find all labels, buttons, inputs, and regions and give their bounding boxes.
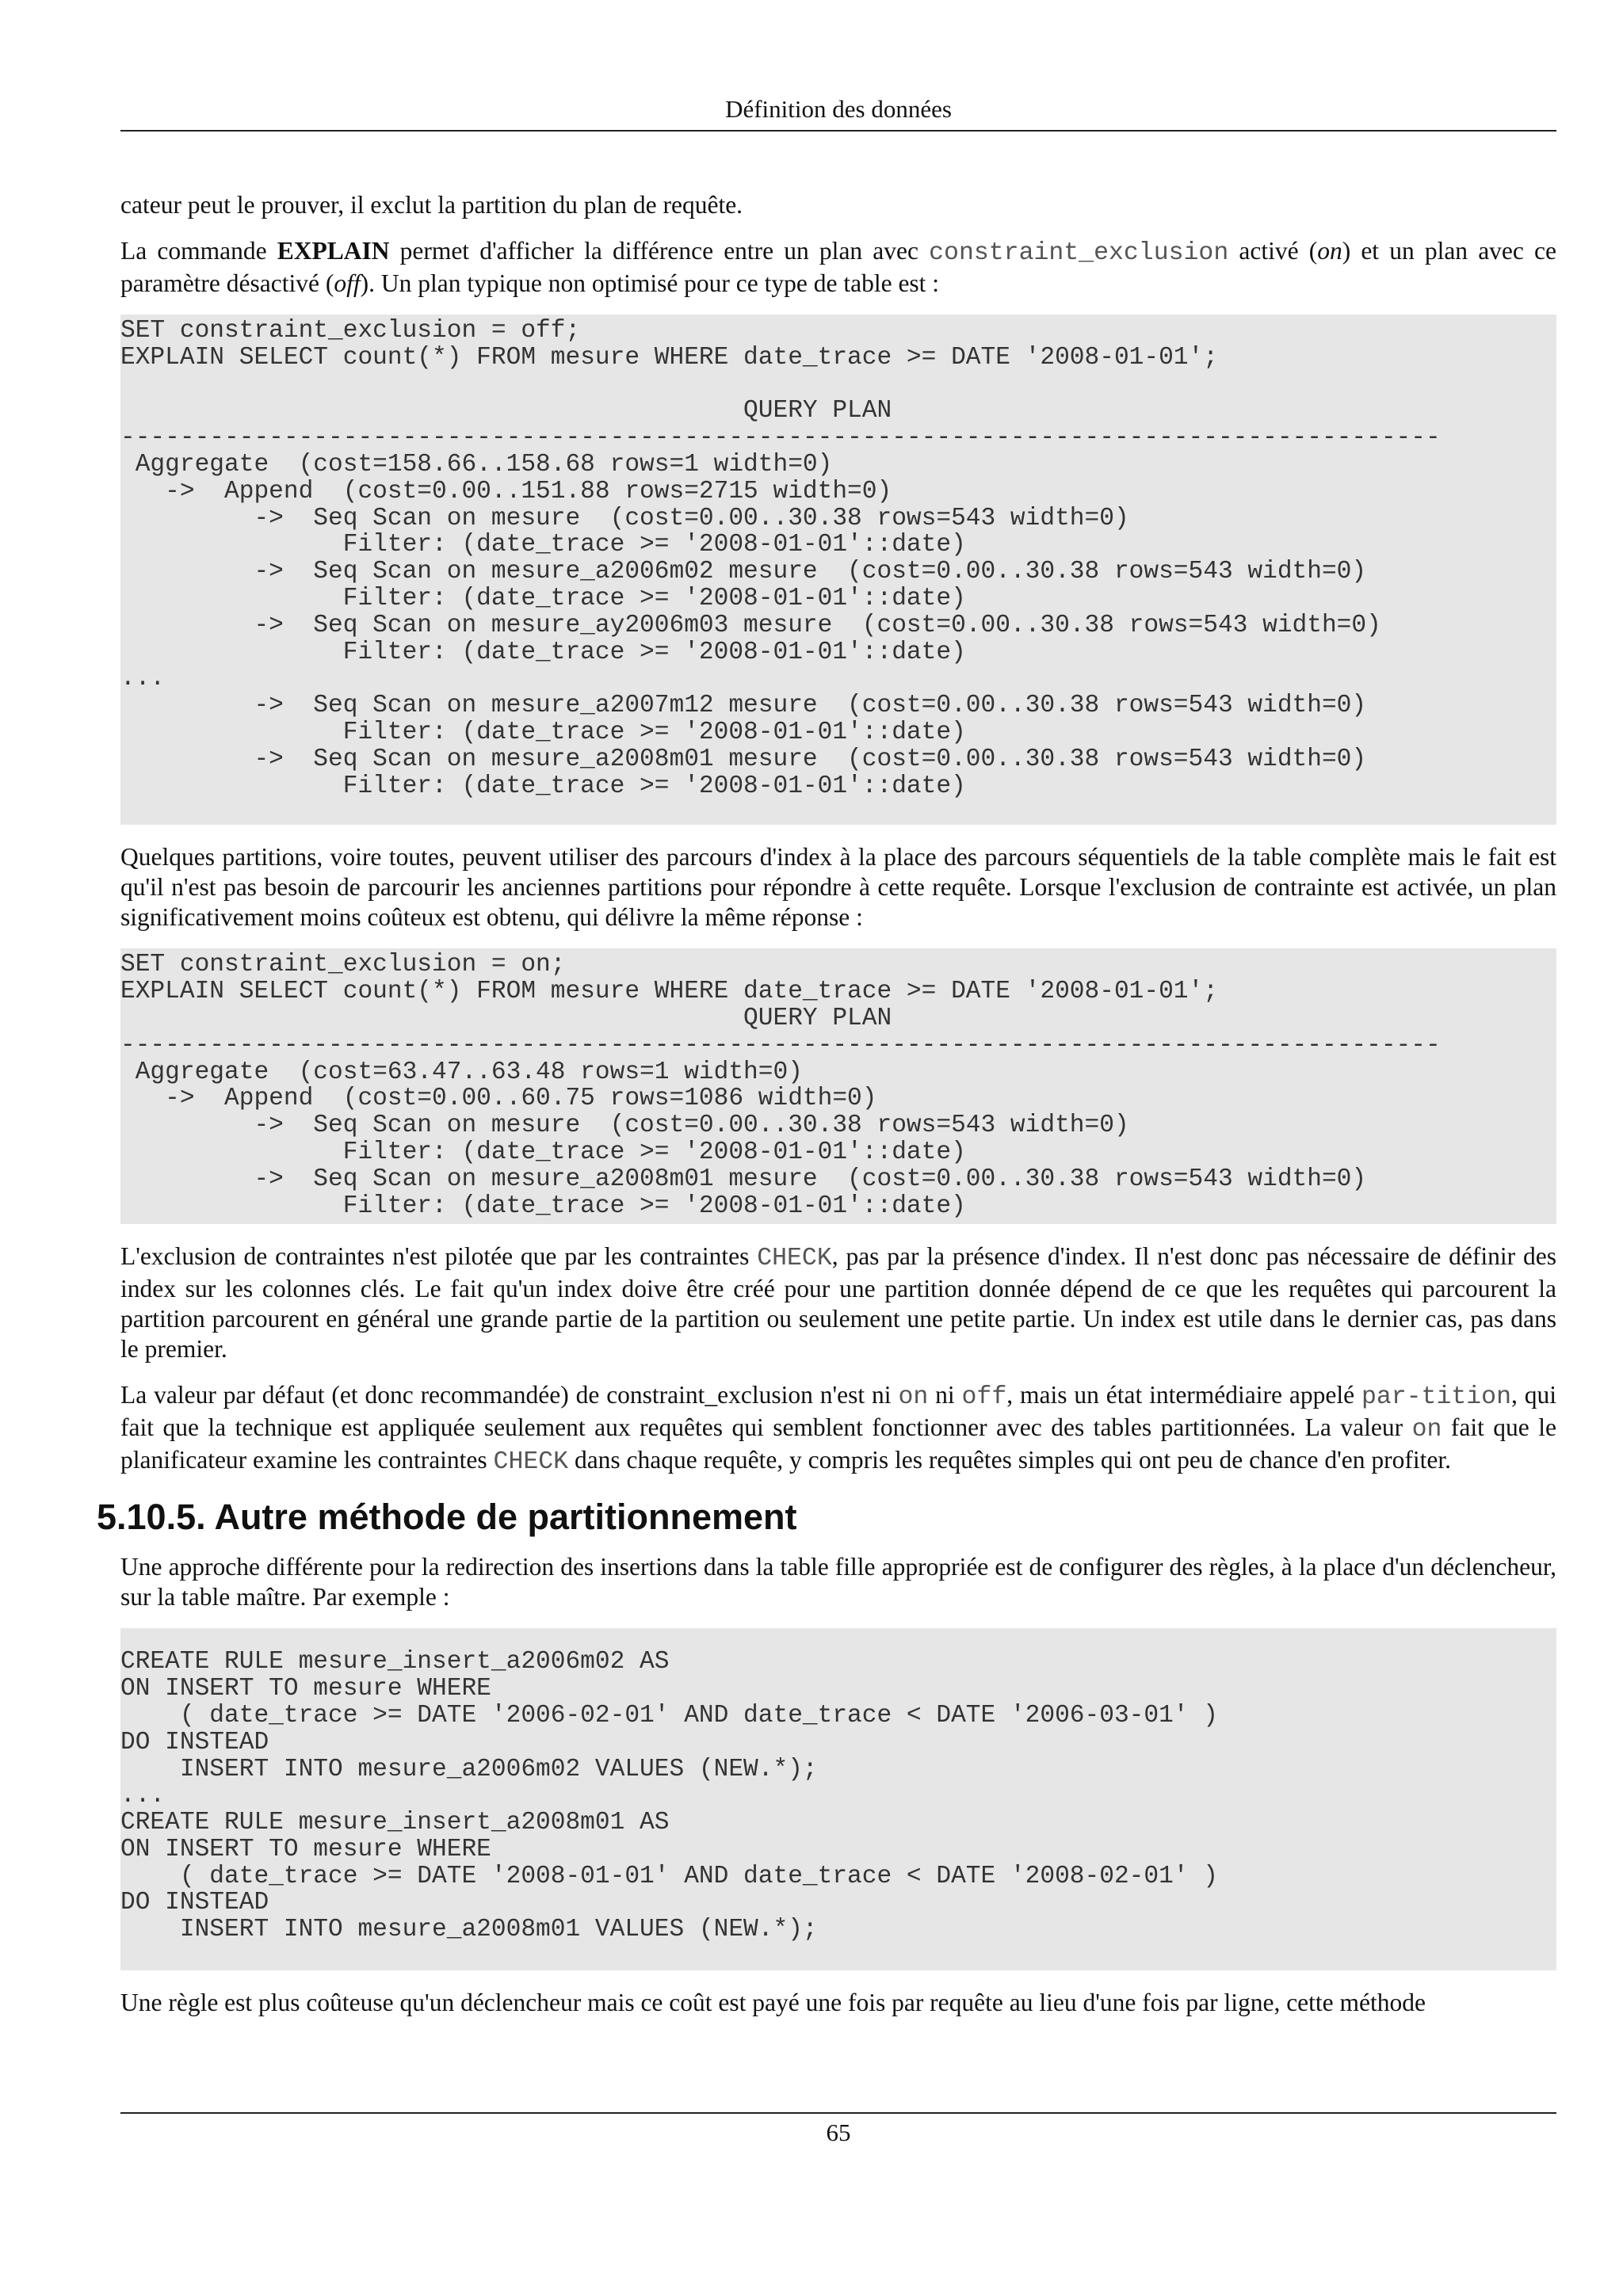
paragraph-3: Quelques partitions, voire toutes, peuvent utiliser des parcours d'index à la place des parcours séquentiels de la table complète mais le fait est qu'il n'est pas besoin de parcourir les anciennes partitions pour répondre à cette requête. Lorsque l'exclusion de contrainte est activée, un plan significativement moins coûteux est obtenu, qui délivre la même réponse :	[120, 843, 1556, 932]
section-heading: 5.10.5. Autre méthode de partitionnement	[97, 1497, 797, 1538]
page-number: 65	[120, 2112, 1556, 2149]
code-block-create-rule: CREATE RULE mesure_insert_a2006m02 AS ON INSERT TO mesure WHERE ( date_trace >= DATE '2006-02-01' AND date_trace < DATE '2006-03-01' ) DO INSTEAD INSERT INTO mesure_a2006m02 VALUES (NEW.*); ... CREATE RULE mesure_insert_a2008m01 AS ON INSERT TO mesure WHERE ( date_trace >= DATE '2008-01-01' AND date_trace < DATE '2008-02-01' ) DO INSTEAD INSERT INTO mesure_a2008m01 VALUES (NEW.*);	[120, 1628, 1556, 1970]
inline-code: on	[898, 1383, 929, 1412]
paragraph-2: La commande EXPLAIN permet d'afficher la différence entre un plan avec constraint_exclusion activé (on) et un plan avec ce paramètre désactivé (off). Un plan typique non optimisé pour ce type de table est :	[120, 237, 1556, 297]
keyword-explain: EXPLAIN	[277, 237, 390, 265]
inline-code: CHECK	[493, 1448, 569, 1477]
code-block-explain-on: SET constraint_exclusion = on; EXPLAIN SELECT count(*) FROM mesure WHERE date_trace >= DATE '2008-01-01'; QUERY PLAN ----------------------------------------------------------------------------------------- Aggregate (cost=63.47..63.48 rows=1 width=0) -> Append (cost=0.00..60.75 rows=1086 width=0) -> Seq Scan on mesure (cost=0.00..30.38 rows=543 width=0) Filter: (date_trace >= '2008-01-01'::date) -> Seq Scan on mesure_a2008m01 mesure (cost=0.00..30.38 rows=543 width=0) Filter: (date_trace >= '2008-01-01'::date)	[120, 948, 1556, 1224]
inline-code: par-tition	[1361, 1383, 1511, 1412]
inline-code: CHECK	[757, 1245, 832, 1273]
running-header: Définition des données	[120, 93, 1556, 132]
page-content	[97, 190, 1556, 2034]
inline-code: constraint_exclusion	[929, 239, 1229, 267]
paragraph-7: Une règle est plus coûteuse qu'un déclencheur mais ce coût est payé une fois par requête au lieu d'une fois par ligne, cette méthode	[120, 1989, 1426, 2017]
paragraph-5: La valeur par défaut (et donc recommandée) de constraint_exclusion n'est ni on ni off, mais un état intermédiaire appelé par-tition, qui fait que la technique est appliquée seulement aux requêtes qui semblent fonctionner avec des tables partitionnées. La valeur on fait que le planificateur examine les contraintes CHECK dans chaque requête, y compris les requêtes simples qui ont peu de chance d'en profiter.	[120, 1381, 1556, 1477]
inline-code: off	[961, 1383, 1007, 1412]
paragraph-4: L'exclusion de contraintes n'est pilotée que par les contraintes CHECK, pas par la présence d'index. Il n'est donc pas nécessaire de définir des index sur les colonnes clés. Le fait qu'un index doive être créé pour une partition donnée dépend de ce que les requêtes qui parcourent la partition parcourent en général une grande partie de la partition ou seulement une petite partie. Un index est utile dans le dernier cas, pas dans le premier.	[120, 1242, 1556, 1363]
paragraph-6: Une approche différente pour la redirection des insertions dans la table fille appropriée est de configurer des règles, à la place d'un déclencheur, sur la table maître. Par exemple :	[120, 1553, 1556, 1611]
code-block-explain-off: SET constraint_exclusion = off; EXPLAIN SELECT count(*) FROM mesure WHERE date_trace >= DATE '2008-01-01'; QUERY PLAN ----------------------------------------------------------------------------------------- Aggregate (cost=158.66..158.68 rows=1 width=0) -> Append (cost=0.00..151.88 rows=2715 width=0) -> Seq Scan on mesure (cost=0.00..30.38 rows=543 width=0) Filter: (date_trace >= '2008-01-01'::date) -> Seq Scan on mesure_a2006m02 mesure (cost=0.00..30.38 rows=543 width=0) Filter: (date_trace >= '2008-01-01'::date) -> Seq Scan on mesure_ay2006m03 mesure (cost=0.00..30.38 rows=543 width=0) Filter: (date_trace >= '2008-01-01'::date) ... -> Seq Scan on mesure_a2007m12 mesure (cost=0.00..30.38 rows=543 width=0) Filter: (date_trace >= '2008-01-01'::date) -> Seq Scan on mesure_a2008m01 mesure (cost=0.00..30.38 rows=543 width=0) Filter: (date_trace >= '2008-01-01'::date)	[120, 315, 1556, 825]
inline-code: on	[1411, 1416, 1442, 1444]
paragraph-1: cateur peut le prouver, il exclut la partition du plan de requête.	[120, 191, 743, 219]
